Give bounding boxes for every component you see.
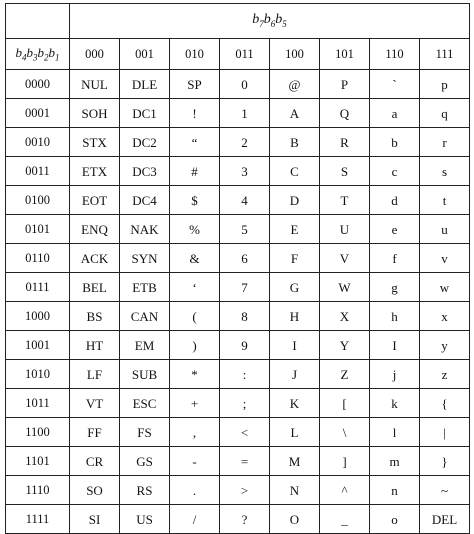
table-cell: SYN	[120, 244, 170, 273]
table-row	[6, 418, 470, 447]
table-cell: c	[370, 157, 420, 186]
table-cell: q	[420, 99, 470, 128]
table-cell: ]	[320, 447, 370, 476]
table-cell: .	[170, 476, 220, 505]
column-header: 001	[120, 39, 170, 70]
column-header: 000	[70, 39, 120, 70]
table-cell: d	[370, 186, 420, 215]
table-cell: }	[420, 447, 470, 476]
ascii-code-table	[5, 3, 470, 534]
table-cell: BEL	[70, 273, 120, 302]
table-cell: NAK	[120, 215, 170, 244]
table-cell: l	[370, 418, 420, 447]
row-header: 0001	[6, 99, 70, 128]
table-cell: X	[320, 302, 370, 331]
table-cell: Z	[320, 360, 370, 389]
column-header: 010	[170, 39, 220, 70]
table-cell: z	[420, 360, 470, 389]
table-cell: /	[170, 505, 220, 534]
row-header: 0101	[6, 215, 70, 244]
table-cell: A	[270, 99, 320, 128]
row-header: 1111	[6, 505, 70, 534]
row-header: 1011	[6, 389, 70, 418]
table-cell: 6	[220, 244, 270, 273]
table-cell: CR	[70, 447, 120, 476]
table-cell: >	[220, 476, 270, 505]
table-cell: w	[420, 273, 470, 302]
row-header: 1000	[6, 302, 70, 331]
table-cell: DLE	[120, 70, 170, 99]
table-cell: DC3	[120, 157, 170, 186]
row-header: 0010	[6, 128, 70, 157]
table-cell: _	[320, 505, 370, 534]
table-cell: I	[270, 331, 320, 360]
table-cell: GS	[120, 447, 170, 476]
table-cell: m	[370, 447, 420, 476]
table-cell: “	[170, 128, 220, 157]
table-cell: FS	[120, 418, 170, 447]
table-row	[6, 215, 470, 244]
table-cell: 9	[220, 331, 270, 360]
table-cell: DC4	[120, 186, 170, 215]
table-cell: !	[170, 99, 220, 128]
ascii-table-container	[5, 3, 470, 534]
table-cell: x	[420, 302, 470, 331]
table-cell: b	[370, 128, 420, 157]
column-group-label	[70, 4, 470, 39]
column-header: 011	[220, 39, 270, 70]
table-cell: W	[320, 273, 370, 302]
table-cell: RS	[120, 476, 170, 505]
table-cell: V	[320, 244, 370, 273]
table-cell: 2	[220, 128, 270, 157]
column-header: 111	[420, 39, 470, 70]
table-cell: 7	[220, 273, 270, 302]
table-cell: H	[270, 302, 320, 331]
table-cell: US	[120, 505, 170, 534]
corner-cell-top	[6, 4, 70, 39]
table-cell: S	[320, 157, 370, 186]
table-row	[6, 273, 470, 302]
ascii-table-body	[6, 70, 470, 534]
table-cell: 3	[220, 157, 270, 186]
table-cell: @	[270, 70, 320, 99]
table-cell: y	[420, 331, 470, 360]
table-cell: ‘	[170, 273, 220, 302]
table-cell: CAN	[120, 302, 170, 331]
table-cell: N	[270, 476, 320, 505]
table-cell: #	[170, 157, 220, 186]
table-cell: J	[270, 360, 320, 389]
table-cell: SI	[70, 505, 120, 534]
table-cell: \	[320, 418, 370, 447]
table-cell: B	[270, 128, 320, 157]
table-cell: [	[320, 389, 370, 418]
row-header: 0110	[6, 244, 70, 273]
table-cell: ENQ	[70, 215, 120, 244]
column-group-label-text: $b_7b_6b_5$	[252, 12, 287, 29]
table-cell: ~	[420, 476, 470, 505]
table-cell: &	[170, 244, 220, 273]
table-row	[6, 302, 470, 331]
table-row	[6, 360, 470, 389]
table-cell: *	[170, 360, 220, 389]
table-cell: EM	[120, 331, 170, 360]
row-header: 1110	[6, 476, 70, 505]
header-row-top	[6, 4, 470, 39]
table-cell: Q	[320, 99, 370, 128]
table-cell: s	[420, 157, 470, 186]
table-cell: f	[370, 244, 420, 273]
table-cell: a	[370, 99, 420, 128]
table-cell: o	[370, 505, 420, 534]
table-cell: I	[370, 331, 420, 360]
table-cell: p	[420, 70, 470, 99]
row-header: 1010	[6, 360, 70, 389]
table-cell: j	[370, 360, 420, 389]
table-cell: u	[420, 215, 470, 244]
table-cell: )	[170, 331, 220, 360]
table-cell: C	[270, 157, 320, 186]
table-row	[6, 331, 470, 360]
table-row	[6, 505, 470, 534]
row-group-label-text: $b_4b_3b_2b_1$	[15, 44, 60, 63]
table-row	[6, 476, 470, 505]
column-header: 101	[320, 39, 370, 70]
row-header: 1001	[6, 331, 70, 360]
table-cell: U	[320, 215, 370, 244]
table-cell: ETB	[120, 273, 170, 302]
table-cell: `	[370, 70, 420, 99]
table-cell: DC2	[120, 128, 170, 157]
table-cell: D	[270, 186, 320, 215]
table-cell: K	[270, 389, 320, 418]
table-cell: ETX	[70, 157, 120, 186]
table-cell: L	[270, 418, 320, 447]
table-row	[6, 389, 470, 418]
table-row	[6, 244, 470, 273]
table-cell: P	[320, 70, 370, 99]
row-header: 0100	[6, 186, 70, 215]
table-cell: HT	[70, 331, 120, 360]
column-header: 110	[370, 39, 420, 70]
table-cell: h	[370, 302, 420, 331]
table-cell: 8	[220, 302, 270, 331]
table-cell: e	[370, 215, 420, 244]
table-cell: =	[220, 447, 270, 476]
table-cell: 0	[220, 70, 270, 99]
table-cell: ?	[220, 505, 270, 534]
table-cell: r	[420, 128, 470, 157]
table-cell: n	[370, 476, 420, 505]
table-row	[6, 99, 470, 128]
table-cell: FF	[70, 418, 120, 447]
row-header: 1100	[6, 418, 70, 447]
table-cell: SP	[170, 70, 220, 99]
table-cell: F	[270, 244, 320, 273]
row-header: 1101	[6, 447, 70, 476]
table-cell: ;	[220, 389, 270, 418]
table-cell: T	[320, 186, 370, 215]
table-cell: R	[320, 128, 370, 157]
table-cell: -	[170, 447, 220, 476]
table-cell: |	[420, 418, 470, 447]
table-cell: :	[220, 360, 270, 389]
table-cell: +	[170, 389, 220, 418]
table-cell: {	[420, 389, 470, 418]
table-cell: %	[170, 215, 220, 244]
table-cell: Y	[320, 331, 370, 360]
table-cell: ACK	[70, 244, 120, 273]
table-row	[6, 128, 470, 157]
table-cell: G	[270, 273, 320, 302]
table-cell: k	[370, 389, 420, 418]
table-cell: v	[420, 244, 470, 273]
table-cell: SOH	[70, 99, 120, 128]
table-cell: ESC	[120, 389, 170, 418]
table-cell: 4	[220, 186, 270, 215]
table-row	[6, 70, 470, 99]
table-cell: g	[370, 273, 420, 302]
table-cell: STX	[70, 128, 120, 157]
column-header: 100	[270, 39, 320, 70]
table-cell: E	[270, 215, 320, 244]
table-cell: BS	[70, 302, 120, 331]
table-cell: O	[270, 505, 320, 534]
row-header: 0011	[6, 157, 70, 186]
table-cell: DEL	[420, 505, 470, 534]
row-header: 0000	[6, 70, 70, 99]
table-row	[6, 157, 470, 186]
table-cell: 1	[220, 99, 270, 128]
table-cell: SO	[70, 476, 120, 505]
table-cell: NUL	[70, 70, 120, 99]
table-cell: <	[220, 418, 270, 447]
table-cell: (	[170, 302, 220, 331]
table-row	[6, 447, 470, 476]
table-cell: DC1	[120, 99, 170, 128]
table-cell: 5	[220, 215, 270, 244]
table-cell: ^	[320, 476, 370, 505]
table-row	[6, 186, 470, 215]
table-cell: LF	[70, 360, 120, 389]
column-header-row	[6, 39, 470, 70]
table-cell: EOT	[70, 186, 120, 215]
row-group-label	[6, 39, 70, 70]
table-cell: ,	[170, 418, 220, 447]
table-cell: VT	[70, 389, 120, 418]
table-cell: $	[170, 186, 220, 215]
row-header: 0111	[6, 273, 70, 302]
table-cell: SUB	[120, 360, 170, 389]
table-cell: t	[420, 186, 470, 215]
table-cell: M	[270, 447, 320, 476]
